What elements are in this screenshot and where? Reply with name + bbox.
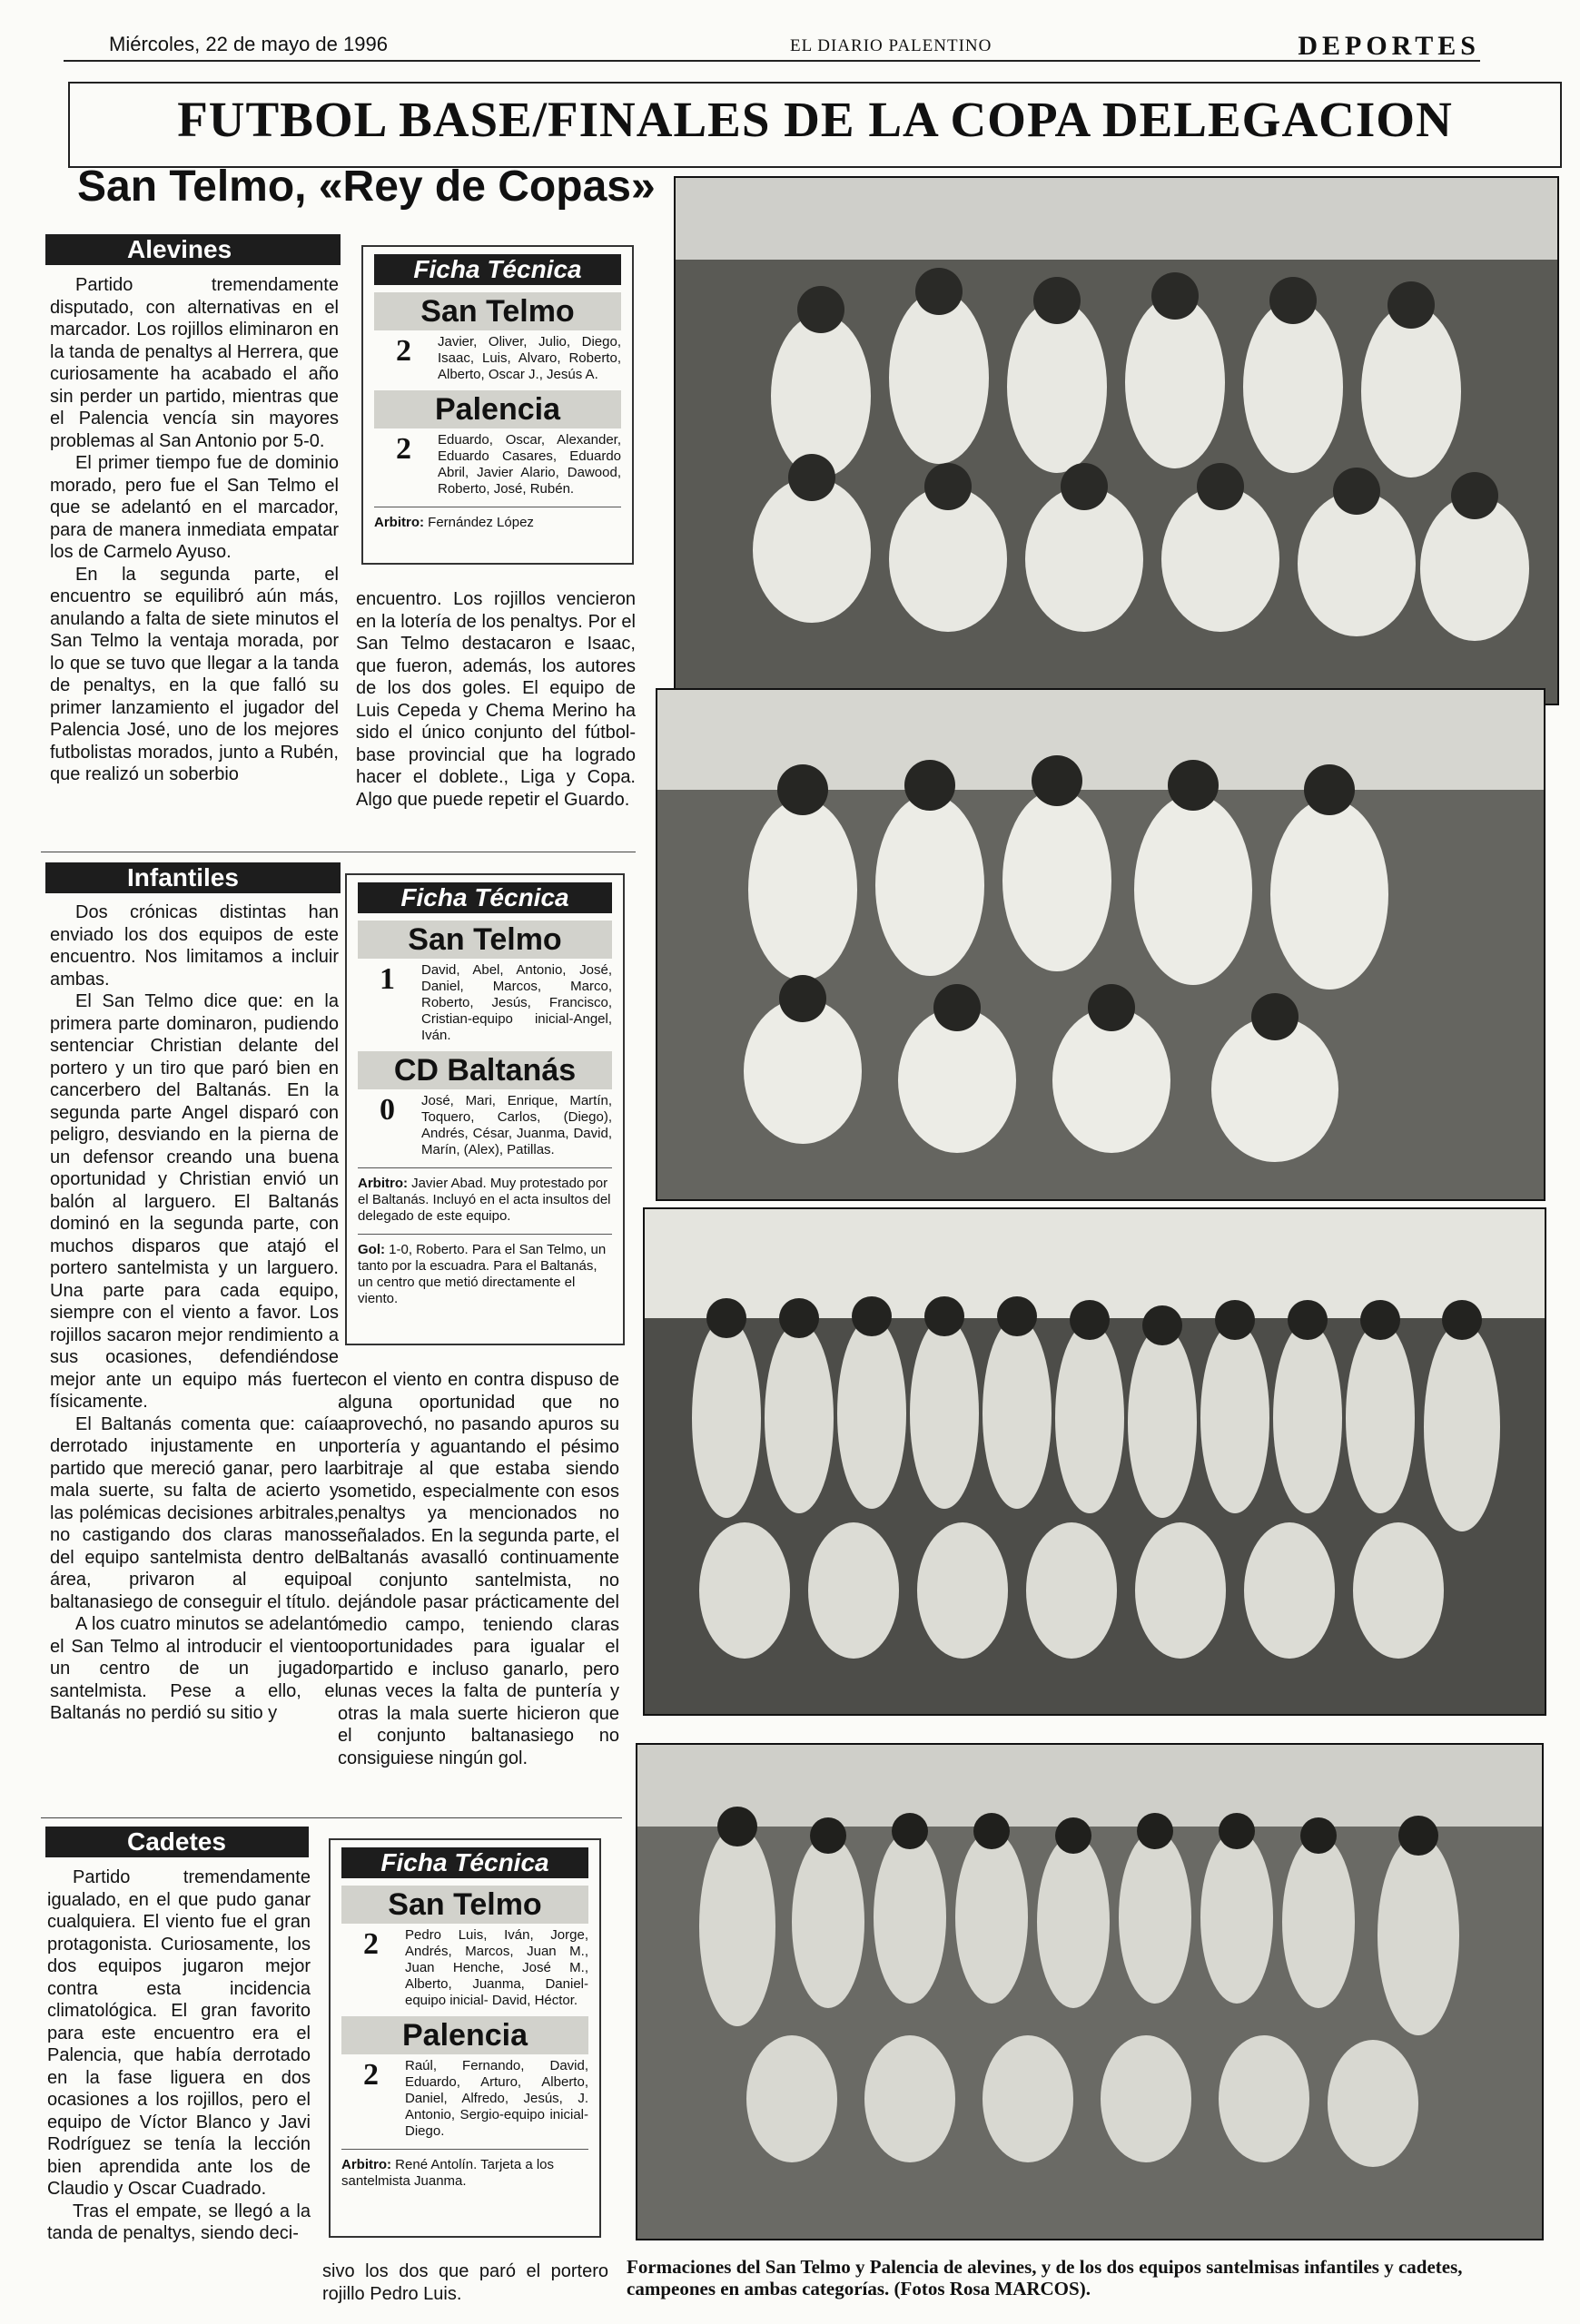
referee-note <box>374 507 621 531</box>
page-header <box>64 27 1480 62</box>
team-lineup <box>374 432 621 497</box>
team-name: Palencia <box>341 2016 588 2054</box>
team-photo-illustration <box>645 1209 1546 1716</box>
team-lineup <box>341 1927 588 2009</box>
team-lineup <box>358 962 612 1044</box>
cadetes-text-right <box>322 2260 608 2305</box>
headline: San Telmo, «Rey de Copas» <box>77 162 656 211</box>
section-banner <box>68 82 1562 168</box>
section-name: DEPORTES <box>1298 31 1480 61</box>
paragraph: Tras el empate, se llegó a la tanda de penaltys, siendo deci- <box>47 2201 311 2243</box>
lineup-players: David, Abel, Antonio, José, Daniel, Marcos, Marco, Roberto, Jesús, Francisco, Cristian-equipo inicial-Angel, Iván. <box>421 962 612 1043</box>
team-name: San Telmo <box>341 1886 588 1924</box>
photo-alevines-team <box>674 176 1559 705</box>
divider <box>41 1817 622 1818</box>
paragraph: Partido tremendamente disputado, con alternativas en el marcador. Los rojillos eliminaron en la tanda de penaltys al Herrera, que curiosamente ha acabado el año sin perder un partido, mientras que el Palencia vencía sin mayores problemas al San Antonio por 5-0. <box>50 275 339 451</box>
paragraph: sivo los dos que paró el portero rojillo Pedro Luis. <box>322 2261 608 2304</box>
lineup-players: Pedro Luis, Iván, Jorge, Andrés, Marcos, Juan M., Juan Henche, José M., Alberto, Juanma, Daniel-equipo inicial- David, Héctor. <box>405 1927 588 2008</box>
lineup-players: Javier, Oliver, Julio, Diego, Isaac, Luis, Alvaro, Roberto, Alberto, Oscar J., Jesús A. <box>438 334 621 382</box>
goal-text: 1-0, Roberto. Para el San Telmo, un tanto por la escuadra. Para el Baltanás, un centro que metió directamente el viento. <box>358 1242 607 1306</box>
team-score: 2 <box>363 2058 379 2092</box>
paragraph: El Baltanás comenta que: caía derrotado injustamente en un partido que mereció ganar, pero la mala suerte, su falta de acierto y las polémicas decisiones arbitrales, no castigando dos claras manos del equipo santelmista dentro del área, privaron al equipo baltanasiego de conseguir el título. <box>50 1413 339 1612</box>
paragraph: El primer tiempo fue de dominio morado, pero fue el San Telmo el que se adelantó en el marcador, para de manera inmediata empatar los de Carmelo Ayuso. <box>50 453 339 562</box>
referee-text: René Antolín. Tarjeta a los santelmista Juanma. <box>341 2157 555 2189</box>
referee-label: Arbitro: <box>341 2157 391 2172</box>
paragraph: El San Telmo dice que: en la primera parte dominaron, pudiendo sentenciar Christian delante del portero y un tiro que paró bien en cancerbero del Baltanás. En la segunda parte Angel disparó con peligro, desviando en la pierna de un defensor creando una buena oportunidad y Christian envió un balón al larguero. El Baltanás dominó en la segunda parte, con muchos disparos que atajó el portero santelmista y un larguero. Una parte para cada equipo, siempre con el viento a favor. Los rojillos sacaron mejor rendimiento a sus ocasiones, defendiéndose mejor ante un equipo más fuerte físicamente. <box>50 991 339 1412</box>
team-lineup <box>374 334 621 383</box>
paragraph: A los cuatro minutos se adelantó el San Telmo al introducir el viento un centro de un jugador santelmista. Pese a ello, el Baltanás no perdió su sitio y <box>50 1614 339 1723</box>
referee-note <box>341 2149 588 2190</box>
alevines-text-left <box>50 274 339 786</box>
team-score: 2 <box>396 334 411 368</box>
goal-note <box>358 1234 612 1307</box>
category-label-cadetes: Cadetes <box>45 1827 309 1857</box>
ficha-title: Ficha Técnica <box>341 1847 588 1878</box>
referee-label: Arbitro: <box>374 515 424 530</box>
ficha-tecnica-infantiles <box>345 873 625 1345</box>
alevines-text-right <box>356 588 636 811</box>
paragraph: con el viento en contra dispuso de alguna oportunidad que no aprovechó, no pasando apuros su portería y aguantando el pésimo arbitraje al que estaba siendo sometido, especialmente con esos penaltys ya mencionados no señalados. En la segunda parte, el Baltanás avasalló continuamente al conjunto santelmista, no dejándole pasar prácticamente del medio campo, teniendo claras oportunidades para igualar el partido e incluso ganarlo, pero unas veces la falta de puntería y otras la mala suerte hicieron que el conjunto baltanasiego no consiguiese ningún gol. <box>338 1370 619 1768</box>
ficha-tecnica-alevines <box>361 245 634 565</box>
team-photo-illustration <box>637 1745 1544 2240</box>
photo-infantiles-teams <box>643 1207 1546 1716</box>
ficha-title: Ficha Técnica <box>374 254 621 285</box>
infantiles-text-right <box>338 1369 619 1769</box>
referee-note <box>358 1167 612 1225</box>
paragraph: Partido tremendamente igualado, en el que pudo ganar cualquiera. El viento fue el gran protagonista. Curiosamente, los dos equipos jugaron mejor contra esta incidencia climatológica. El gran favorito para este encuentro era el Palencia, que había derrotado en la fase liguera en dos ocasiones a los rojillos, pero el equipo de Víctor Blanco y Javi Rodríguez se tenía la lección bien aprendida ante los de Claudio y Oscar Cuadrado. <box>47 1867 311 2199</box>
team-score: 0 <box>380 1093 395 1127</box>
referee-label: Arbitro: <box>358 1176 408 1191</box>
lineup-players: Eduardo, Oscar, Alexander, Eduardo Casares, Eduardo Abril, Javier Alario, Dawood, Roberto, José, Rubén. <box>438 432 621 497</box>
category-label-infantiles: Infantiles <box>45 862 341 893</box>
newspaper-name: EL DIARIO PALENTINO <box>790 36 992 55</box>
banner-title: FUTBOL BASE/FINALES DE LA COPA DELEGACION <box>177 92 1453 147</box>
photo-cadetes-teams <box>636 1743 1544 2240</box>
goal-label: Gol: <box>358 1242 385 1257</box>
team-lineup <box>341 2058 588 2140</box>
team-score: 2 <box>396 432 411 466</box>
team-score: 1 <box>380 962 395 996</box>
infantiles-text-left <box>50 901 339 1725</box>
lineup-players: Raúl, Fernando, David, Eduardo, Arturo, Alberto, Daniel, Alfredo, Jesús, J. Antonio, Sergio-equipo inicial-Diego. <box>405 2058 588 2139</box>
lineup-players: José, Mari, Enrique, Martín, Toquero, Carlos, (Diego), Andrés, César, Juanma, David, Marín, (Alex), Patillas. <box>421 1093 612 1157</box>
cadetes-text-left <box>47 1866 311 2245</box>
team-photo-illustration <box>657 690 1545 1201</box>
issue-date: Miércoles, 22 de mayo de 1996 <box>109 33 388 55</box>
team-name: Palencia <box>374 390 621 428</box>
paragraph: Dos crónicas distintas han enviado los dos equipos de este encuentro. Nos limitamos a incluir ambas. <box>50 902 339 990</box>
ficha-tecnica-cadetes <box>329 1838 601 2238</box>
photo-caption: Formaciones del San Telmo y Palencia de alevines, y de los dos equipos santelmisas infantiles y cadetes, campeones en ambas categorías. (Fotos Rosa MARCOS). <box>627 2256 1463 2299</box>
team-name: CD Baltanás <box>358 1051 612 1089</box>
team-photo-illustration <box>676 178 1559 705</box>
team-lineup <box>358 1093 612 1158</box>
referee-text: Fernández López <box>428 515 534 530</box>
team-name: San Telmo <box>358 921 612 959</box>
category-label-alevines: Alevines <box>45 234 341 265</box>
team-name: San Telmo <box>374 292 621 330</box>
paragraph: En la segunda parte, el encuentro se equilibró aún más, anulando a falta de siete minutos el San Telmo la ventaja morada, por lo que se tuvo que llegar a la tanda de penaltys, en la que falló su primer lanzamiento el jugador del Palencia José, uno de los mejores futbolistas morados, junto a Rubén, que realizó un soberbio <box>50 564 339 784</box>
referee-text: Javier Abad. Muy protestado por el Baltanás. Incluyó en el acta insultos del delegado de este equipo. <box>358 1176 611 1224</box>
team-score: 2 <box>363 1927 379 1961</box>
ficha-title: Ficha Técnica <box>358 882 612 913</box>
paragraph: encuentro. Los rojillos vencieron en la lotería de los penaltys. Por el San Telmo destacaron e Isaac, que fueron, además, los autores de los dos goles. El equipo de Luis Cepeda y Chema Merino ha sido el único conjunto del fútbol-base provincial que ha logrado hacer el doblete., Liga y Copa. Algo que puede repetir el Guardo. <box>356 589 636 810</box>
photo-alevines-team-2 <box>656 688 1545 1201</box>
